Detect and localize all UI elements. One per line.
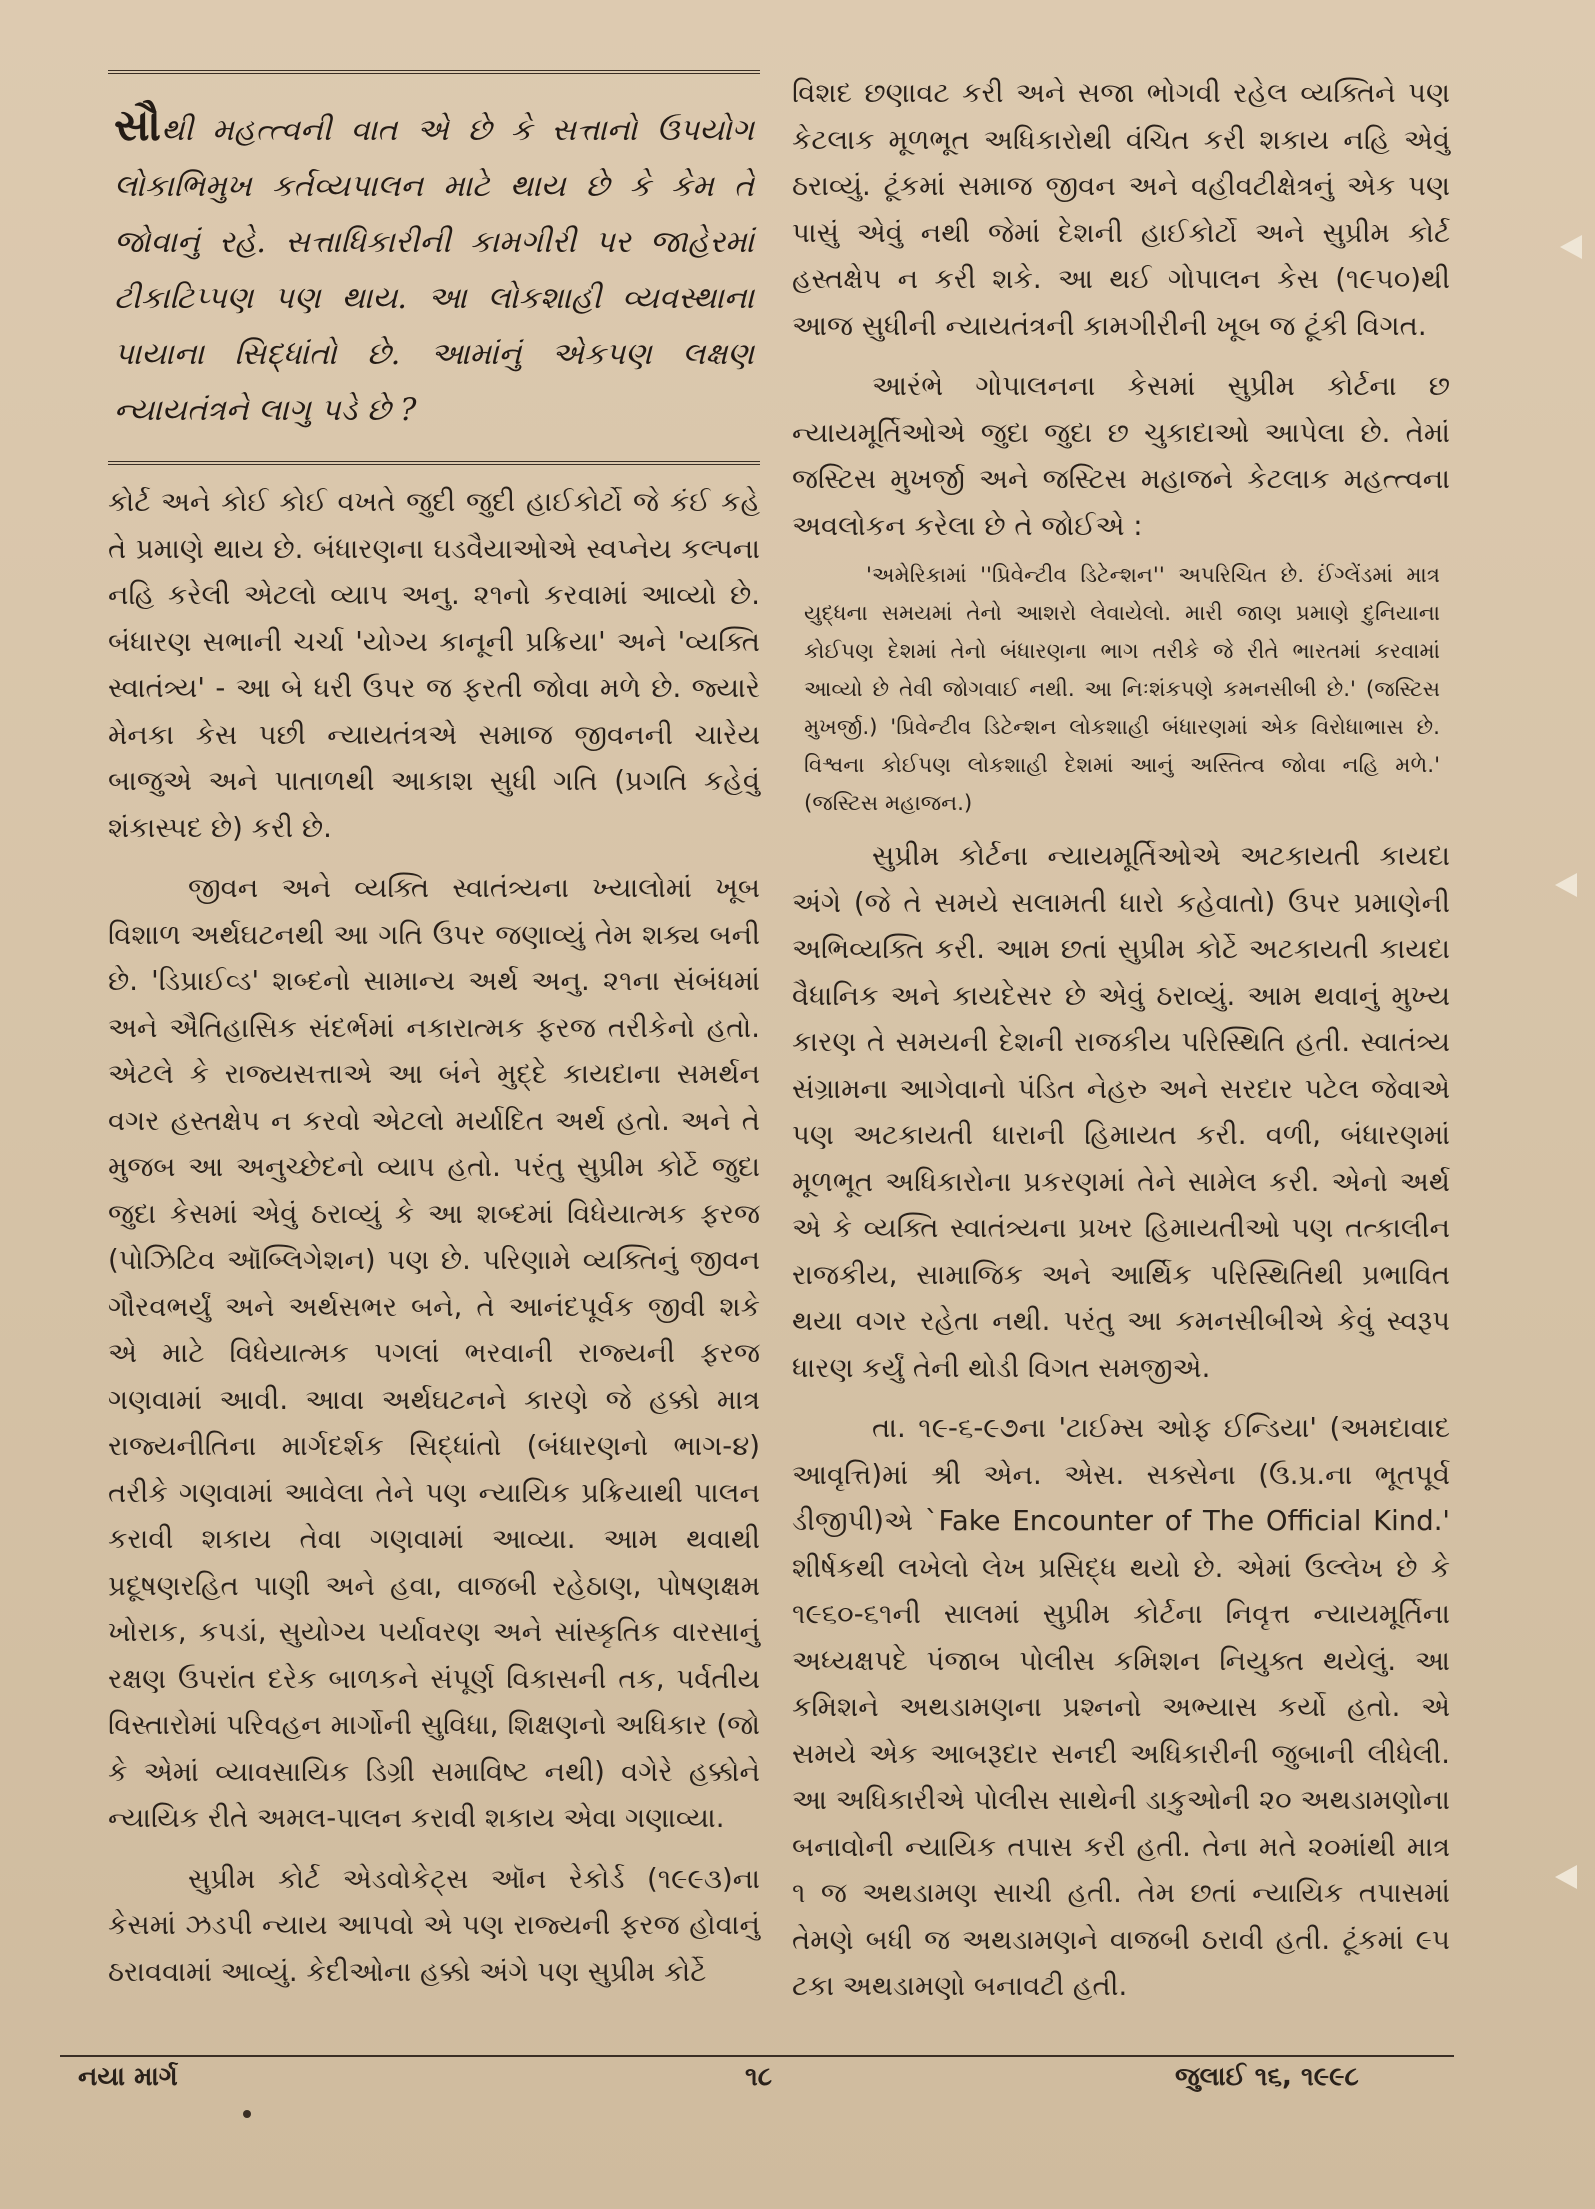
right-paragraph-4: તા. ૧૯-૬-૯૭ના 'ટાઈમ્સ ઓફ ઈન્ડિયા' (અમદાવાદ આવૃત્તિ)માં શ્રી એન. એસ. સક્સેના (ઉ.પ્ર.ના ભૂતપૂર્વ ડીજીપી)એ `Fake Encounter of The Official Kind.' શીર્ષકથી લખેલો લેખ પ્રસિદ્ધ થયો છે. એમાં ઉલ્લેખ છે કે ૧૯૬૦-૬૧ની સાલમાં સુપ્રીમ કોર્ટના નિવૃત્ત ન્યાયમૂર્તિના અધ્યક્ષપદે પંજાબ પોલીસ કમિશન નિયુક્ત થયેલું. આ કમિશને અથડામણના પ્રશ્નનો અભ્યાસ કર્યો હતો. એ સમયે એક આબરૂદાર સનદી અધિકારીની જુબાની લીધેલી. આ અધિકારીએ પોલીસ સાથેની ડાકુઓની ૨૦ અથડામણોના બનાવોની ન્યાયિક તપાસ કરી હતી. તેના મતે ૨૦માંથી માત્ર ૧ જ અથડામણ સાચી હતી. તેમ છતાં ન્યાયિક તપાસમાં તેમણે બધી જ અથડામણને વાજબી ઠરાવી હતી. ટૂંકમાં ૯૫ ટકા અથડામણો બનાવટી હતી. [792, 1412, 1450, 2002]
footer-divider [60, 2055, 1454, 2057]
footer-date: જુલાઈ ૧૬, ૧૯૯૮ [1175, 2062, 1359, 2092]
right-paragraph-3: સુપ્રીમ કોર્ટના ન્યાયમૂર્તિઓએ અટકાયતી કાયદા અંગે (જે તે સમયે સલામતી ધારો કહેવાતો) ઉપર પ્રમાણેની અભિવ્યક્તિ કરી. આમ છતાં સુપ્રીમ કોર્ટે અટકાયતી કાયદા વૈધાનિક અને કાયદેસર છે એવું ઠરાવ્યું. આમ થવાનું મુખ્ય કારણ તે સમયની દેશની રાજકીય પરિસ્થિતિ હતી. સ્વાતંત્ર્ય સંગ્રામના આગેવાનો પંડિત નેહરુ અને સરદાર પટેલ જેવાએ પણ અટકાયતી ધારાની હિમાયત કરી. વળી, બંધારણમાં મૂળભૂત અધિકારોના પ્રકરણમાં તેને સામેલ કરી. એનો અર્થ એ કે વ્યક્તિ સ્વાતંત્ર્યના પ્રખર હિમાયતીઓ પણ તત્કાલીન રાજકીય, સામાજિક અને આર્થિક પરિસ્થિતિથી પ્રભાવિત થયા વગર રહેતા નથી. પરંતુ આ કમનસીબીએ કેવું સ્વરૂપ ધારણ કર્યું તેની થોડી વિગત સમજીએ. [792, 840, 1450, 1384]
right-column [792, 70, 1450, 2010]
ink-speck [243, 2110, 251, 2118]
left-paragraph-2: જીવન અને વ્યક્તિ સ્વાતંત્ર્યના ખ્યાલોમાં ખૂબ વિશાળ અર્થઘટનથી આ ગતિ ઉપર જણાવ્યું તેમ શક્ય બની છે. 'ડિપ્રાઈવ્ડ' શબ્દનો સામાન્ય અર્થ અનુ. ૨૧ના સંબંધમાં અને ઐતિહાસિક સંદર્ભમાં નકારાત્મક ફરજ તરીકેનો હતો. એટલે કે રાજ્યસત્તાએ આ બંને મુદ્દે કાયદાના સમર્થન વગર હસ્તક્ષેપ ન કરવો એટલો મર્યાદિત અર્થ હતો. અને તે મુજબ આ અનુચ્છેદનો વ્યાપ હતો. પરંતુ સુપ્રીમ કોર્ટે જુદા જુદા કેસમાં એવું ઠરાવ્યું કે આ શબ્દમાં વિધેયાત્મક ફરજ (પોઝિટિવ ઑબ્લિગેશન) પણ છે. પરિણામે વ્યક્તિનું જીવન ગૌરવભર્યું અને અર્થસભર બને, તે આનંદપૂર્વક જીવી શકે એ માટે વિધેયાત્મક પગલાં ભરવાની રાજ્યની ફરજ ગણવામાં આવી. આવા અર્થઘટનને કારણે જે હક્કો માત્ર રાજ્યનીતિના માર્ગદર્શક સિદ્ધાંતો (બંધારણનો ભાગ-૪) તરીકે ગણવામાં આવેલા તેને પણ ન્યાયિક પ્રક્રિયાથી પાલન કરાવી શકાય તેવા ગણવામાં આવ્યા. આમ થવાથી પ્રદૂષણરહિત પાણી અને હવા, વાજબી રહેઠાણ, પોષણક્ષમ ખોરાક, કપડાં, સુયોગ્ય પર્યાવરણ અને સાંસ્કૃતિક વારસાનું રક્ષણ ઉપરાંત દરેક બાળકને સંપૂર્ણ વિકાસની તક, પર્વતીય વિસ્તારોમાં પરિવહન માર્ગોની સુવિધા, શિક્ષણનો અધિકાર (જો કે એમાં વ્યાવસાયિક ડિગ્રી સમાવિષ્ટ નથી) વગેરે હક્કોને ન્યાયિક રીતે અમલ-પાલન કરાવી શકાય એવા ગણાવ્યા. [108, 872, 760, 1834]
left-paragraph-1: કોર્ટ અને કોઈ કોઈ વખતે જુદી જુદી હાઈકોર્ટો જે કંઈ કહે તે પ્રમાણે થાય છે. બંધારણના ઘડવૈયાઓએ સ્વપ્નેય કલ્પના નહિ કરેલી એટલો વ્યાપ અનુ. ૨૧નો કરવામાં આવ્યો છે. બંધારણ સભાની ચર્ચા 'યોગ્ય કાનૂની પ્રક્રિયા' અને 'વ્યક્તિ સ્વાતંત્ર્ય' - આ બે ધરી ઉપર જ ફરતી જોવા મળે છે. જ્યારે મેનકા કેસ પછી ન્યાયતંત્રએ સમાજ જીવનની ચારેય બાજુએ અને પાતાળથી આકાશ સુધી ગતિ (પ્રગતિ કહેવું શંકાસ્પદ છે) કરી છે. [108, 486, 760, 844]
left-body [108, 479, 760, 1995]
left-paragraph-3: સુપ્રીમ કોર્ટ એડવોકેટ્સ ઑન રેકોર્ડ (૧૯૯૩)ના કેસમાં ઝડપી ન્યાય આપવો એ પણ રાજ્યની ફરજ હોવાનું ઠરાવવામાં આવ્યું. કેદીઓના હક્કો અંગે પણ સુપ્રીમ કોર્ટે [108, 1862, 760, 1988]
block-quote-text: 'અમેરિકામાં ''પ્રિવેન્ટીવ ડિટેન્શન'' અપરિચિત છે. ઈંગ્લેંડમાં માત્ર યુદ્ધના સમયમાં તેનો આશરો લેવાયેલો. મારી જાણ પ્રમાણે દુનિયાના કોઈપણ દેશમાં તેનો બંધારણના ભાગ તરીકે જે રીતે ભારતમાં કરવામાં આવ્યો છે તેવી જોગવાઈ નથી. આ નિઃશંકપણે કમનસીબી છે.' (જસ્ટિસ મુખર્જી.) 'પ્રિવેન્ટીવ ડિટેન્શન લોકશાહી બંધારણમાં એક વિરોધાભાસ છે. વિશ્વના કોઈપણ લોકશાહી દેશમાં આનું અસ્તિત્વ જોવા નહિ મળે.' (જસ્ટિસ મહાજન.) [804, 563, 1440, 816]
pull-quote [108, 70, 760, 465]
paper-tear-mark [1555, 1865, 1577, 1889]
right-paragraph-1: વિશદ છણાવટ કરી અને સજા ભોગવી રહેલ વ્યક્તિને પણ કેટલાક મૂળભૂત અધિકારોથી વંચિત કરી શકાય નહિ એવું ઠરાવ્યું. ટૂંકમાં સમાજ જીવન અને વહીવટીક્ષેત્રનું એક પણ પાસું એવું નથી જેમાં દેશની હાઈકોર્ટો અને સુપ્રીમ કોર્ટ હસ્તક્ષેપ ન કરી શકે. આ થઈ ગોપાલન કેસ (૧૯૫૦)થી આજ સુધીની ન્યાયતંત્રની કામગીરીની ખૂબ જ ટૂંકી વિગત. [792, 77, 1450, 342]
right-paragraph-2: આરંભે ગોપાલનના કેસમાં સુપ્રીમ કોર્ટના છ ન્યાયમૂર્તિઓએ જુદા જુદા છ ચુકાદાઓ આપેલા છે. તેમાં જસ્ટિસ મુખર્જી અને જસ્ટિસ મહાજને કેટલાક મહત્ત્વના અવલોકન કરેલા છે તે જોઈએ : [792, 370, 1450, 542]
block-quote [792, 557, 1450, 823]
pull-quote-lead: સૌ [114, 100, 161, 151]
pull-quote-text: થી મહત્ત્વની વાત એ છે કે સત્તાનો ઉપયોગ લોકાભિમુખ કર્તવ્યપાલન માટે થાય છે કે કેમ તે જોવાનું રહે. સત્તાધિકારીની કામગીરી પર જાહેરમાં ટીકાટિપ્પણ પણ થાય. આ લોકશાહી વ્યવસ્થાના પાયાના સિદ્ધાંતો છે. આમાંનું એકપણ લક્ષણ ન્યાયતંત્રને લાગુ પડે છે ? [114, 113, 754, 428]
paper-tear-mark [1560, 235, 1582, 259]
footer-magazine-name: નયા માર્ગ [78, 2062, 178, 2092]
footer-page-number: ૧૮ [745, 2062, 773, 2092]
paper-tear-mark [1555, 873, 1577, 897]
right-body [792, 70, 1450, 549]
right-body-continued [792, 833, 1450, 2010]
left-column [108, 70, 760, 1995]
